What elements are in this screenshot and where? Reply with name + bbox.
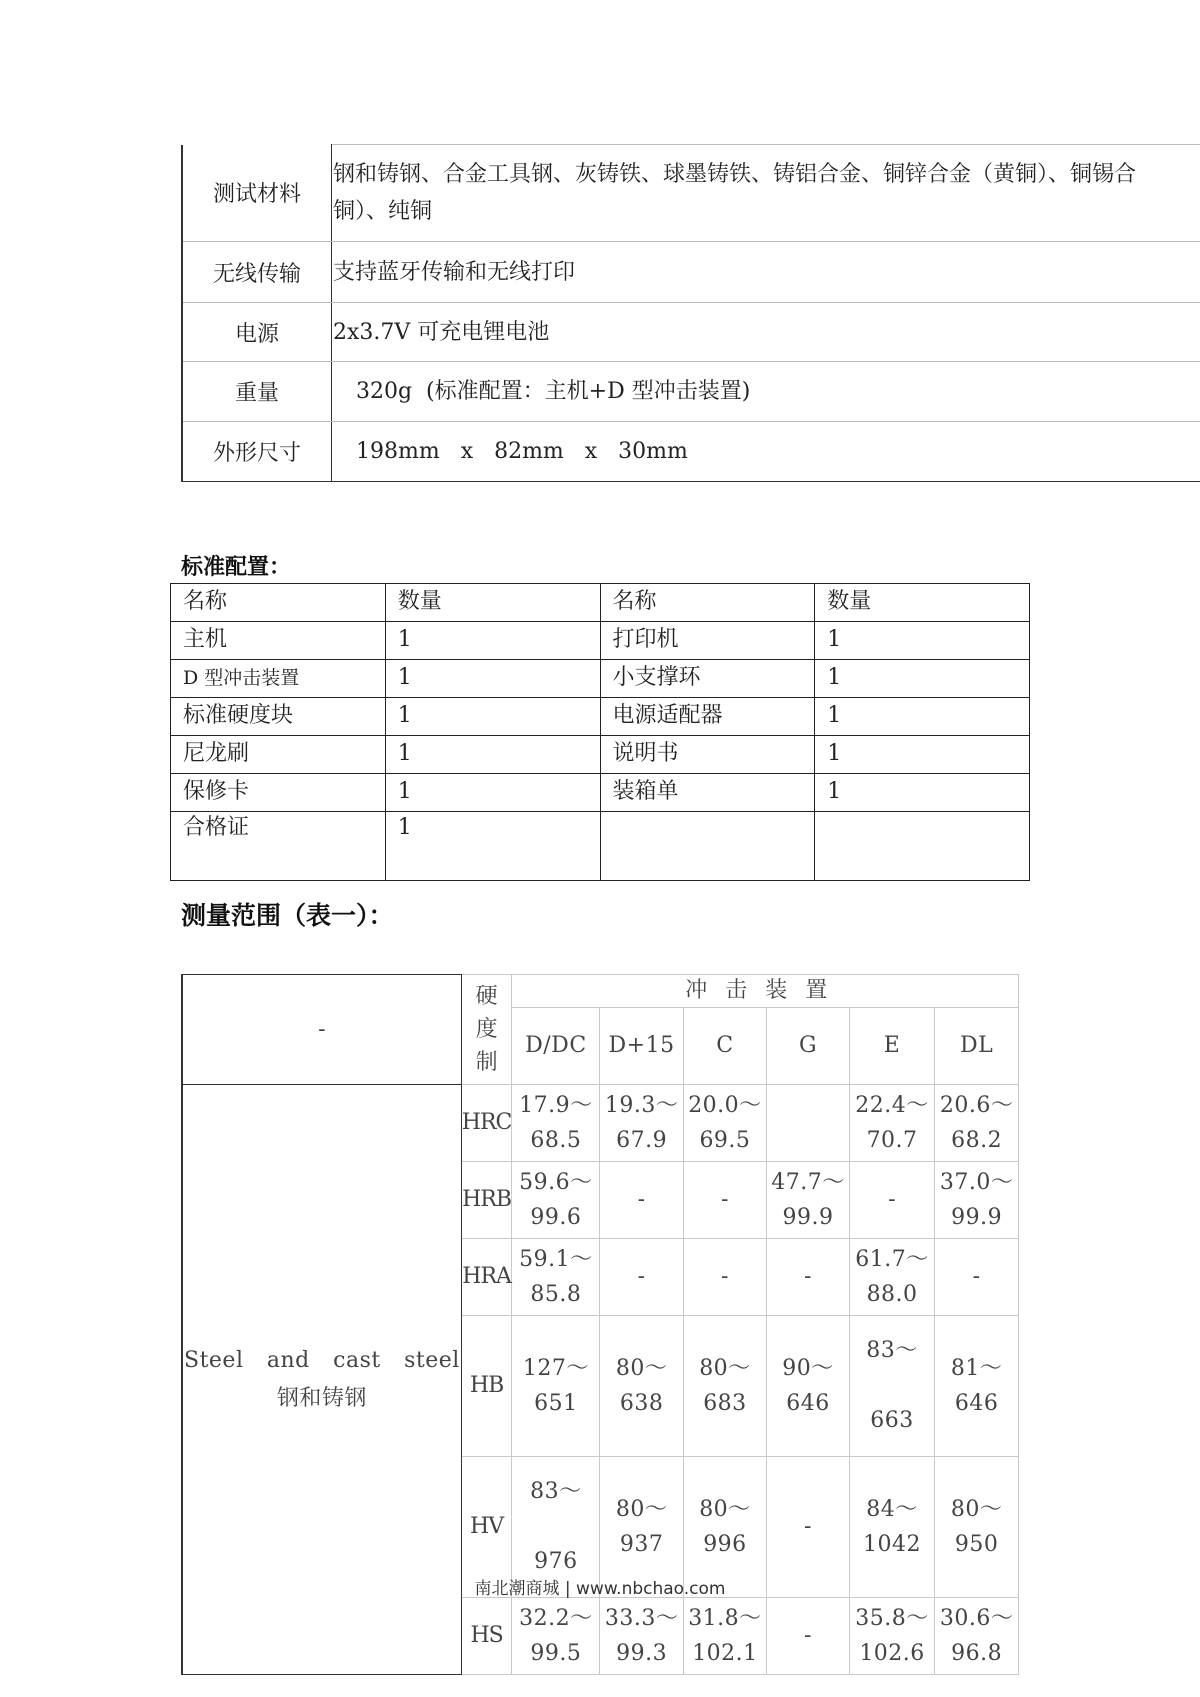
config-cell xyxy=(815,812,1030,881)
spec-row-material xyxy=(182,145,1200,242)
range-cell xyxy=(683,1239,766,1316)
spec-value: 钢和铸钢、合金工具钢、灰铸铁、球墨铸铁、铸铝合金、铜锌合金（黄铜）、铜锡合 铜）、纯铜 xyxy=(332,145,1200,242)
range-value: - xyxy=(720,1264,729,1289)
range-value: 651 xyxy=(534,1391,578,1416)
spec-value: 支持蓝牙传输和无线打印 xyxy=(332,242,1200,303)
range-value: 69.5 xyxy=(699,1128,751,1153)
hardness-scale: HRC xyxy=(461,1085,512,1162)
config-header: 数量 xyxy=(815,584,1030,622)
range-value: 937 xyxy=(619,1532,664,1557)
range-value: 31.8～ xyxy=(688,1606,762,1631)
range-value: 99.9 xyxy=(951,1205,1003,1230)
range-cell xyxy=(849,1316,934,1457)
config-cell: 1 xyxy=(815,622,1030,660)
range-value: 99.3 xyxy=(616,1641,668,1666)
spec-row-weight xyxy=(182,362,1200,422)
config-cell: 说明书 xyxy=(600,736,815,774)
config-table xyxy=(170,583,1030,881)
config-cell: 小支撑环 xyxy=(600,660,815,698)
range-value: 80～ xyxy=(699,1497,751,1522)
config-cell: 1 xyxy=(815,698,1030,736)
range-value: 35.8～ xyxy=(855,1606,929,1631)
range-value: 99.5 xyxy=(530,1641,582,1666)
config-cell: 1 xyxy=(815,774,1030,812)
range-value: - xyxy=(637,1187,646,1212)
config-cell xyxy=(600,812,815,881)
device-header: DL xyxy=(935,1008,1019,1085)
material-en-word: and xyxy=(266,1347,310,1373)
range-value: 80～ xyxy=(615,1356,668,1381)
device-header: D/DC xyxy=(512,1008,600,1085)
measure-header-row xyxy=(182,975,1019,1008)
range-value: 67.9 xyxy=(616,1128,668,1153)
spec-row-wireless xyxy=(182,242,1200,303)
spec-value: 320g (标准配置：主机+D 型冲击装置) xyxy=(332,362,1200,422)
range-cell xyxy=(849,1085,934,1162)
scale-header: 硬度制 xyxy=(461,975,512,1085)
range-value: - xyxy=(804,1623,812,1648)
range-cell xyxy=(767,1085,850,1162)
config-cell: 1 xyxy=(385,660,600,698)
range-cell xyxy=(683,1598,766,1675)
range-cell xyxy=(935,1239,1019,1316)
device-header: D+15 xyxy=(600,1008,683,1085)
range-value: 17.9～ xyxy=(519,1093,593,1118)
config-row xyxy=(171,736,1030,774)
spec-row-power xyxy=(182,303,1200,362)
range-cell xyxy=(600,1085,683,1162)
range-value: 20.6～ xyxy=(939,1093,1014,1118)
range-value: 99.9 xyxy=(782,1205,834,1230)
measure-title: 测量范围（表一）： xyxy=(181,901,394,930)
range-cell xyxy=(512,1162,600,1239)
range-cell xyxy=(512,1316,600,1457)
spec-label: 重量 xyxy=(182,362,332,422)
material-en-word: cast xyxy=(333,1347,381,1373)
range-value: 19.3～ xyxy=(604,1093,679,1118)
hardness-scale: HRA xyxy=(461,1239,512,1316)
hardness-scale: HV xyxy=(461,1457,512,1598)
config-cell: 装箱单 xyxy=(600,774,815,812)
config-row xyxy=(171,774,1030,812)
spec-value: 198mm x 82mm x 30mm xyxy=(332,422,1200,482)
config-cell: 1 xyxy=(385,698,600,736)
range-value: 32.2～ xyxy=(519,1606,593,1631)
config-cell: 主机 xyxy=(171,622,386,660)
config-row xyxy=(171,812,1030,881)
range-cell xyxy=(767,1598,850,1675)
hardness-scale: HS xyxy=(461,1598,512,1675)
config-row xyxy=(171,698,1030,736)
range-value: 85.8 xyxy=(530,1282,582,1307)
material-en xyxy=(183,1342,461,1380)
config-cell: 尼龙刷 xyxy=(171,736,386,774)
config-header: 数量 xyxy=(385,584,600,622)
spec-table xyxy=(181,144,1200,482)
config-header: 名称 xyxy=(600,584,815,622)
range-cell xyxy=(935,1316,1019,1457)
range-cell xyxy=(683,1085,766,1162)
config-row xyxy=(171,622,1030,660)
range-value: 683 xyxy=(703,1391,747,1416)
device-header: C xyxy=(683,1008,766,1085)
range-value: - xyxy=(972,1264,981,1289)
config-header: 名称 xyxy=(171,584,386,622)
range-value: 68.5 xyxy=(530,1128,582,1153)
range-cell xyxy=(512,1085,600,1162)
spec-row-dimensions xyxy=(182,422,1200,482)
config-header-row xyxy=(171,584,1030,622)
range-value: 90～ xyxy=(782,1356,834,1381)
range-value: 30.6～ xyxy=(939,1606,1014,1631)
range-value: 47.7～ xyxy=(771,1170,845,1195)
range-cell xyxy=(512,1239,600,1316)
range-value: 638 xyxy=(619,1391,664,1416)
range-cell xyxy=(512,1598,600,1675)
range-value: 37.0～ xyxy=(939,1170,1014,1195)
range-cell xyxy=(600,1162,683,1239)
range-value: 33.3～ xyxy=(604,1606,679,1631)
measure-row-hrc xyxy=(182,1085,1019,1162)
config-cell: 1 xyxy=(815,660,1030,698)
range-value: 80～ xyxy=(950,1497,1003,1522)
range-cell xyxy=(849,1598,934,1675)
range-value: 646 xyxy=(786,1391,830,1416)
range-cell xyxy=(935,1162,1019,1239)
range-value: 96.8 xyxy=(951,1641,1003,1666)
config-row xyxy=(171,660,1030,698)
range-value: 59.6～ xyxy=(519,1170,593,1195)
spec-label: 测试材料 xyxy=(182,145,332,242)
range-cell xyxy=(767,1162,850,1239)
range-value: 996 xyxy=(703,1532,747,1557)
range-value: 83～663 xyxy=(866,1338,918,1433)
hardness-scale: HB xyxy=(461,1316,512,1457)
config-title: 标准配置： xyxy=(181,555,292,580)
range-value: 70.7 xyxy=(866,1128,918,1153)
range-cell xyxy=(767,1316,850,1457)
footer: 南北潮商城 | www.nbchao.com xyxy=(474,1579,726,1599)
range-cell xyxy=(683,1162,766,1239)
range-value: 20.0～ xyxy=(688,1093,762,1118)
range-value: 83～976 xyxy=(530,1479,582,1574)
config-cell: D 型冲击装置 xyxy=(171,660,386,698)
range-cell xyxy=(935,1085,1019,1162)
range-cell xyxy=(767,1239,850,1316)
range-cell xyxy=(849,1239,934,1316)
config-cell: 1 xyxy=(815,736,1030,774)
config-cell: 打印机 xyxy=(600,622,815,660)
range-value: 127～ xyxy=(522,1356,589,1381)
range-value: - xyxy=(720,1187,729,1212)
config-cell: 合格证 xyxy=(171,812,386,881)
range-value: 88.0 xyxy=(866,1282,918,1307)
range-cell xyxy=(600,1239,683,1316)
spec-label: 无线传输 xyxy=(182,242,332,303)
range-cell xyxy=(849,1162,934,1239)
material-cn: 钢和铸钢 xyxy=(276,1385,367,1411)
range-value: 80～ xyxy=(699,1356,751,1381)
material-en-word: Steel xyxy=(184,1347,244,1373)
range-value: - xyxy=(888,1187,897,1212)
range-value: 68.2 xyxy=(951,1128,1003,1153)
hardness-scale: HRB xyxy=(461,1162,512,1239)
config-cell: 保修卡 xyxy=(171,774,386,812)
range-cell xyxy=(683,1316,766,1457)
range-value: - xyxy=(637,1264,646,1289)
range-cell xyxy=(600,1316,683,1457)
impact-device-header: 冲击装置 xyxy=(512,975,1019,1008)
range-value: 22.4～ xyxy=(855,1093,929,1118)
range-value: 646 xyxy=(954,1391,999,1416)
spec-label: 外形尺寸 xyxy=(182,422,332,482)
device-header: G xyxy=(767,1008,850,1085)
config-cell: 电源适配器 xyxy=(600,698,815,736)
range-value: 84～ xyxy=(866,1497,918,1522)
measure-table xyxy=(181,974,1019,1675)
spec-label: 电源 xyxy=(182,303,332,362)
config-cell: 1 xyxy=(385,812,600,881)
range-value: - xyxy=(804,1264,812,1289)
range-value: 99.6 xyxy=(530,1205,582,1230)
spec-value: 2x3.7V 可充电锂电池 xyxy=(332,303,1200,362)
material-en-word: steel xyxy=(404,1347,460,1373)
range-value: 81～ xyxy=(950,1356,1003,1381)
range-cell xyxy=(600,1598,683,1675)
range-value: 1042 xyxy=(863,1532,922,1557)
config-cell: 1 xyxy=(385,736,600,774)
config-cell: 标准硬度块 xyxy=(171,698,386,736)
measure-corner-cell: - xyxy=(182,975,461,1085)
range-value: 950 xyxy=(954,1532,999,1557)
range-value: - xyxy=(804,1514,812,1539)
range-value: 102.6 xyxy=(859,1641,925,1666)
config-cell: 1 xyxy=(385,774,600,812)
device-header: E xyxy=(849,1008,934,1085)
range-value: 80～ xyxy=(615,1497,668,1522)
range-value: 59.1～ xyxy=(519,1247,593,1272)
config-cell: 1 xyxy=(385,622,600,660)
range-cell xyxy=(935,1598,1019,1675)
range-value: 102.1 xyxy=(692,1641,758,1666)
range-value: 61.7～ xyxy=(855,1247,929,1272)
